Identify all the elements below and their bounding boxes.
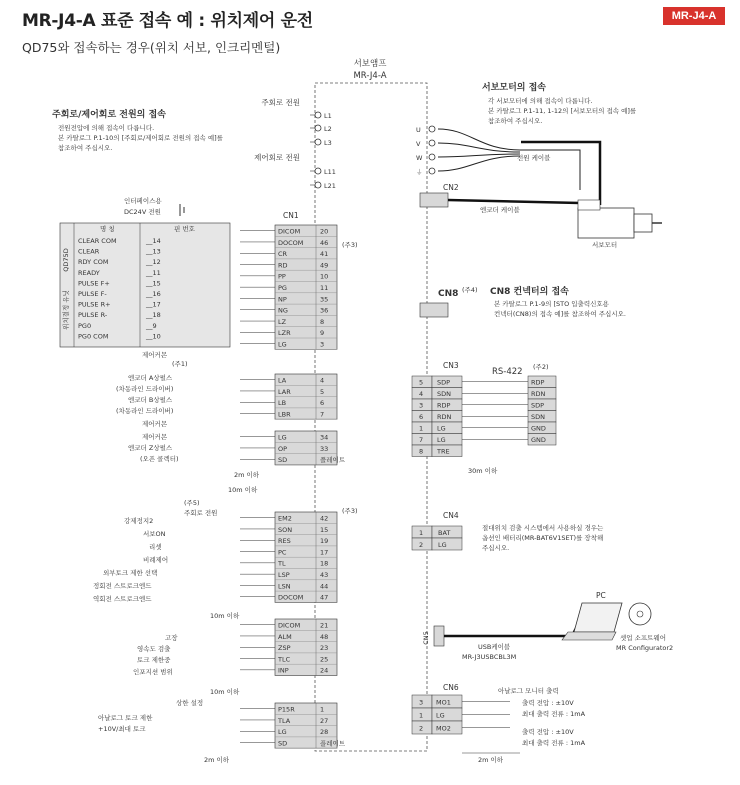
- cn1-pin: 17: [320, 548, 329, 557]
- pc-label: PC: [596, 591, 606, 600]
- cn4-pin: 2: [419, 541, 424, 549]
- cn3-ext-signal: RDN: [531, 390, 546, 398]
- length-label: 10m 이하: [210, 688, 240, 696]
- differential-label: (차동라인 드라이버): [116, 407, 174, 415]
- cn1-pin: 46: [320, 238, 329, 247]
- analog-torque-label: 아날로그 토크 제한: [98, 714, 153, 722]
- power-terminal: [315, 182, 321, 188]
- servo-motor-icon: [578, 200, 662, 238]
- servo-motor-label: 서보모터: [592, 241, 618, 249]
- cn1-signal: LG: [278, 433, 287, 442]
- proportional-label: 비례제어: [143, 556, 169, 564]
- note4-label: (주4): [462, 286, 478, 294]
- cn1-pin: 3: [320, 340, 325, 349]
- cn1-signal: SD: [278, 456, 288, 465]
- main-circuit-note-title: 주회로/제어회로 전원의 접속: [52, 110, 166, 120]
- cn8-note-line: 본 카탈로그 P.1-9의 [STO 입출력신호용: [494, 300, 609, 308]
- qd75-col-pin: 핀 번호: [174, 225, 195, 233]
- qd75-col-name: 명 칭: [100, 225, 115, 233]
- cn8-label: CN8: [438, 289, 459, 299]
- cn6-label: CN6: [443, 683, 459, 692]
- cn1-pin: 33: [320, 444, 329, 453]
- cn1-signal: ZSP: [278, 644, 291, 653]
- power-terminal-label: L1: [324, 112, 332, 120]
- cn1-pin: 15: [320, 525, 329, 534]
- qd75-signal-name: PULSE R-: [78, 311, 108, 320]
- note3-label: (주3): [342, 241, 358, 249]
- main-circuit-note-line: 본 카탈로그 P.1-10의 [주회로/제어회로 전원의 접속 예]를: [58, 134, 223, 142]
- cn1-pin: 36: [320, 306, 329, 315]
- cn1-pin: 19: [320, 537, 329, 546]
- qd75-side-label-2: 위치결정 유닛: [62, 290, 70, 330]
- power-terminal: [315, 112, 321, 118]
- cn3-pin: 7: [419, 436, 424, 444]
- motor-terminal-label: V: [416, 140, 421, 148]
- cn1-signal: LB: [278, 399, 287, 408]
- cn3-signal: SDP: [437, 378, 451, 387]
- software-label: 셋업 소프트웨어: [620, 634, 667, 642]
- cn3-pin: 5: [419, 378, 424, 387]
- cn3-pin: 8: [419, 447, 424, 456]
- cn1-signal: PG: [278, 284, 287, 292]
- cn1-signal: RD: [278, 261, 288, 270]
- encoder-cable-line: [448, 200, 580, 203]
- motor-terminal: [429, 168, 435, 174]
- power-terminal-label: L3: [324, 139, 332, 147]
- fault-label: 고장: [165, 634, 178, 642]
- cn1-pin: 27: [320, 716, 329, 725]
- power-cable-label: 전원 케이블: [517, 154, 551, 162]
- qd75-signal-name: RDY COM: [78, 258, 109, 267]
- cn1-pin: 11: [320, 284, 329, 292]
- cn1-pin: 21: [320, 621, 329, 630]
- cn6-length: 2m 이하: [478, 756, 504, 764]
- cn3-pin: 6: [419, 413, 424, 421]
- power-terminal-label: L2: [324, 125, 332, 133]
- cn1-signal: ALM: [278, 632, 292, 641]
- cn8-connector: [420, 303, 448, 317]
- cn1-pin: 1: [320, 705, 325, 714]
- cn1-pin: 6: [320, 399, 325, 408]
- cn6-signal: MO1: [436, 698, 451, 707]
- motor-terminals: [416, 126, 435, 176]
- cn3-ext-signal: SDN: [531, 413, 545, 421]
- cn3-signal: SDN: [437, 390, 451, 398]
- motor-terminal-label: W: [416, 154, 423, 162]
- cn1-signal: LA: [278, 376, 287, 385]
- qd75-signal-name: PG0 COM: [78, 332, 109, 341]
- analog-torque-label-2: +10V/최대 토크: [98, 725, 146, 733]
- length-label: 10m 이하: [228, 486, 258, 494]
- cn1-signal: TLA: [278, 716, 291, 725]
- note2-label: (주2): [533, 363, 549, 371]
- page-subtitle: QD75와 접속하는 경우(위치 서보, 인크리멘털): [22, 40, 281, 55]
- cn1-pin: 9: [320, 329, 325, 338]
- cn1-signal: LZ: [278, 317, 287, 326]
- cn6-pin: 1: [419, 711, 424, 720]
- cn6-pin: 2: [419, 724, 424, 733]
- motor-note-title: 서보모터의 접속: [482, 83, 546, 93]
- cn1-signal: DOCOM: [278, 593, 304, 602]
- cn1-signal: LAR: [278, 387, 291, 396]
- main-circuit-note-line: 전원전압에 의해 접속이 다릅니다.: [58, 124, 155, 132]
- upper-setting-label: 상한 설정: [176, 699, 204, 707]
- encoder-b-label: 엔코더 B상펄스: [128, 396, 173, 404]
- cn1-pin: 44: [320, 582, 329, 591]
- cn1-pin: 48: [320, 632, 329, 641]
- cn1-pin: 28: [320, 728, 329, 737]
- usb-cable-model: MR-J3USBCBL3M: [462, 653, 517, 661]
- qd75-signal-name: CLEAR COM: [78, 237, 117, 245]
- max-current-label: 최대 출력 전류 : 1mA: [522, 739, 586, 747]
- cn1-pin: 4: [320, 376, 325, 385]
- pc-icon: [562, 603, 622, 640]
- software-label-2: MR Configurator2: [616, 644, 674, 652]
- qd75-pin: __16: [146, 290, 161, 298]
- qd75-signal-name: PULSE F+: [78, 279, 110, 288]
- cn3-label: CN3: [443, 361, 459, 370]
- motor-note-line: 각 서보모터에 의해 접속이 다릅니다.: [488, 97, 593, 105]
- cn3-ext-signal: RDP: [531, 378, 545, 387]
- cn1-signal: LBR: [278, 410, 291, 419]
- cn5-label: CN5: [422, 631, 430, 645]
- cn3-ext-signal: GND: [531, 424, 546, 433]
- differential-label: (차동라인 드라이버): [116, 385, 174, 393]
- cn3-pin: 4: [419, 390, 424, 398]
- cn4-signal: LG: [438, 541, 447, 549]
- output-voltage-label: 출력 전압 : ±10V: [522, 728, 574, 736]
- note5-label: (주5): [184, 499, 200, 507]
- qd75-pin: __11: [146, 268, 161, 277]
- cn1-signal: OP: [278, 444, 288, 453]
- cn4-label: CN4: [443, 511, 459, 520]
- encoder-z-label: 엔코더 Z상펄스: [128, 444, 173, 452]
- cn8-note-title: CN8 컨넥터의 접속: [490, 287, 569, 297]
- power-terminals: [310, 112, 336, 190]
- cn1-signal: PP: [278, 272, 286, 281]
- servo-amp-model: MR-J4-A: [353, 71, 387, 81]
- motor-terminal-label: ⏚: [416, 168, 423, 176]
- cn1-pin: 49: [320, 261, 329, 270]
- rs422-label: RS-422: [492, 367, 523, 377]
- power-terminal: [315, 125, 321, 131]
- open-collector-label: (오픈 콜렉터): [140, 455, 179, 463]
- interface-power-label-2: DC24V 전원: [124, 208, 161, 216]
- cn1-signal: TL: [278, 559, 286, 568]
- cn1-pin: 47: [320, 593, 329, 602]
- note3-label: (주3): [342, 507, 358, 515]
- control-power-label: 제어회로 전원: [254, 153, 300, 162]
- power-terminal-label: L11: [324, 168, 336, 176]
- rev-stroke-label: 역회전 스트로크엔드: [93, 595, 152, 603]
- qd75-pin: __15: [146, 279, 161, 288]
- usb-cable-label: USB케이블: [478, 643, 511, 651]
- usb-cable-line: [444, 628, 576, 636]
- em-stop-label: 강제정지2: [124, 517, 154, 525]
- cn3-ext-signal: GND: [531, 436, 546, 444]
- qd75-pin: __9: [146, 321, 157, 330]
- cn3-signal: LG: [437, 424, 446, 433]
- analog-monitor-title: 아날로그 모니터 출력: [498, 687, 559, 695]
- qd75-pin: __13: [146, 247, 161, 256]
- encoder-cable-label: 엔코더 케이블: [480, 206, 520, 214]
- cn1-signal: RES: [278, 537, 291, 546]
- cn1-signal: DICOM: [278, 621, 301, 630]
- power-terminal-label: L21: [324, 182, 336, 190]
- cn5-connector: [434, 626, 444, 646]
- in-position-label: 인포지션 범위: [133, 668, 173, 676]
- cn4-pin: 1: [419, 529, 424, 537]
- main-power-2-label: 주회로 전원: [184, 509, 218, 517]
- note1-label: (주1): [172, 360, 188, 368]
- motor-terminal-label: U: [416, 126, 421, 134]
- cn1-signal: P15R: [278, 705, 295, 714]
- length-label: 10m 이하: [210, 612, 240, 620]
- servo-amp-label: 서보앰프: [353, 59, 387, 69]
- interface-power-label: 인터페이스용: [124, 197, 162, 205]
- cn3-pin: 3: [419, 401, 424, 410]
- power-terminal: [315, 139, 321, 145]
- output-voltage-label: 출력 전압 : ±10V: [522, 699, 574, 707]
- cn1-signal: DOCOM: [278, 238, 304, 247]
- cn4-note-line: 주십시오.: [482, 544, 510, 552]
- cn1-pin: 7: [320, 410, 325, 419]
- motor-terminal: [429, 140, 435, 146]
- cn1-pin: 23: [320, 644, 329, 653]
- cn1-pin: 43: [320, 571, 329, 579]
- qd75-pin: __17: [146, 300, 161, 309]
- main-power-label: 주회로 전원: [261, 98, 300, 107]
- qd75-pin: __12: [146, 258, 161, 267]
- cn3-signal: LG: [437, 436, 446, 444]
- qd75-signal-name: PULSE R+: [78, 300, 111, 309]
- cn1-signal: TLC: [278, 655, 291, 664]
- cn1-pin: 5: [320, 387, 325, 396]
- cn3-ext-signal: SDP: [531, 401, 545, 410]
- power-cable-line: [438, 129, 580, 190]
- servo-on-label: 서보ON: [143, 530, 166, 538]
- control-common-label: 제어커몬: [142, 351, 168, 359]
- cn1-signal: LG: [278, 728, 287, 737]
- motor-note-line: 참조하여 주십시오.: [488, 117, 543, 125]
- cn4-note-line: 옵션인 배터리(MR-BAT6V1SET)를 장착해: [482, 534, 604, 542]
- cn1-signal: NP: [278, 295, 287, 304]
- cn2-connector: [420, 193, 448, 207]
- cn1-pin: 24: [320, 666, 329, 675]
- cn3-pin: 1: [419, 424, 424, 433]
- cn6-signal: LG: [436, 711, 445, 720]
- cn1-signal: EM2: [278, 514, 292, 523]
- page-title: MR-J4-A 표준 접속 예 : 위치제어 운전: [22, 11, 313, 31]
- qd75-side-label: QD75D: [62, 248, 70, 272]
- reset-label: 리셋: [149, 543, 162, 551]
- torque-limit-label: 토크 제한중: [137, 656, 171, 664]
- cn1-label: CN1: [283, 211, 299, 220]
- cn1-pin: 34: [320, 433, 329, 442]
- fwd-stroke-label: 정회전 스트로크엔드: [93, 582, 152, 590]
- length-label: 2m 이하: [204, 756, 230, 764]
- qd75-signal-name: READY: [78, 268, 100, 277]
- control-common-label: 제어커몬: [142, 420, 168, 428]
- qd75-signal-name: PULSE F-: [78, 290, 107, 298]
- cn1-signal: LSP: [278, 571, 290, 579]
- cn3-signal: RDN: [437, 413, 452, 421]
- cn6-signal: MO2: [436, 724, 451, 733]
- cn1-pin: 35: [320, 295, 329, 304]
- control-common-label: 제어커몬: [142, 433, 168, 441]
- cn3-signal: RDP: [437, 401, 451, 410]
- cn1-pin: 플레이트: [320, 739, 346, 748]
- model-badge: MR-J4-A: [663, 7, 725, 25]
- motor-terminal: [429, 126, 435, 132]
- cn1-signal: INP: [278, 666, 289, 675]
- cn1-pin: 20: [320, 227, 329, 236]
- cn1-pin: 42: [320, 514, 329, 523]
- cn1-signal: LG: [278, 340, 287, 349]
- cn1-pin: 8: [320, 317, 325, 326]
- qd75-pin: __10: [146, 332, 161, 341]
- qd75-signal-name: CLEAR: [78, 247, 100, 256]
- cn8-note-line: 컨넥터(CN8)의 접속 예]를 참조하여 주십시오.: [494, 310, 626, 318]
- cn4-signal: BAT: [438, 529, 451, 537]
- motor-terminal: [429, 154, 435, 160]
- cn1-pin: 25: [320, 655, 329, 664]
- cn1-signal: SD: [278, 739, 288, 748]
- cn1-pin: 41: [320, 250, 329, 259]
- zero-speed-label: 영속도 검출: [137, 645, 171, 653]
- cn2-label: CN2: [443, 183, 459, 192]
- cn1-signal: PC: [278, 548, 287, 557]
- cn1-signal: SON: [278, 525, 293, 534]
- power-terminal: [315, 168, 321, 174]
- cn1-signal: LZR: [278, 329, 291, 338]
- cn1-pin: 18: [320, 559, 329, 568]
- cn4-note-line: 절대위치 검출 시스템에서 사용하실 경우는: [482, 524, 604, 532]
- cn1-signal: LSN: [278, 582, 291, 591]
- cn1-pin: 10: [320, 272, 329, 281]
- cn1-pin: 플레이트: [320, 456, 346, 465]
- qd75-signal-name: PG0: [78, 321, 92, 330]
- motor-note-line: 본 카탈로그 P.1-11, 1-12의 [서보모터의 접속 예]를: [488, 107, 637, 115]
- qd75-pin: __18: [146, 311, 161, 320]
- software-disc-icon: [629, 603, 651, 625]
- cn1-signal: CR: [278, 250, 288, 259]
- qd75-pin: __14: [146, 237, 161, 245]
- cn3-length: 30m 이하: [468, 467, 498, 475]
- length-label: 2m 이하: [234, 471, 260, 479]
- max-current-label: 최대 출력 전류 : 1mA: [522, 710, 586, 718]
- main-circuit-note-line: 참조하여 주십시오.: [58, 144, 113, 152]
- cn1-signal: DICOM: [278, 227, 301, 236]
- cn3-signal: TRE: [437, 447, 450, 456]
- cn6-pin: 3: [419, 698, 424, 707]
- encoder-a-label: 엔코더 A상펄스: [128, 374, 173, 382]
- ext-torque-label: 외부토크 제한 선택: [103, 569, 158, 577]
- cn1-signal: NG: [278, 306, 288, 315]
